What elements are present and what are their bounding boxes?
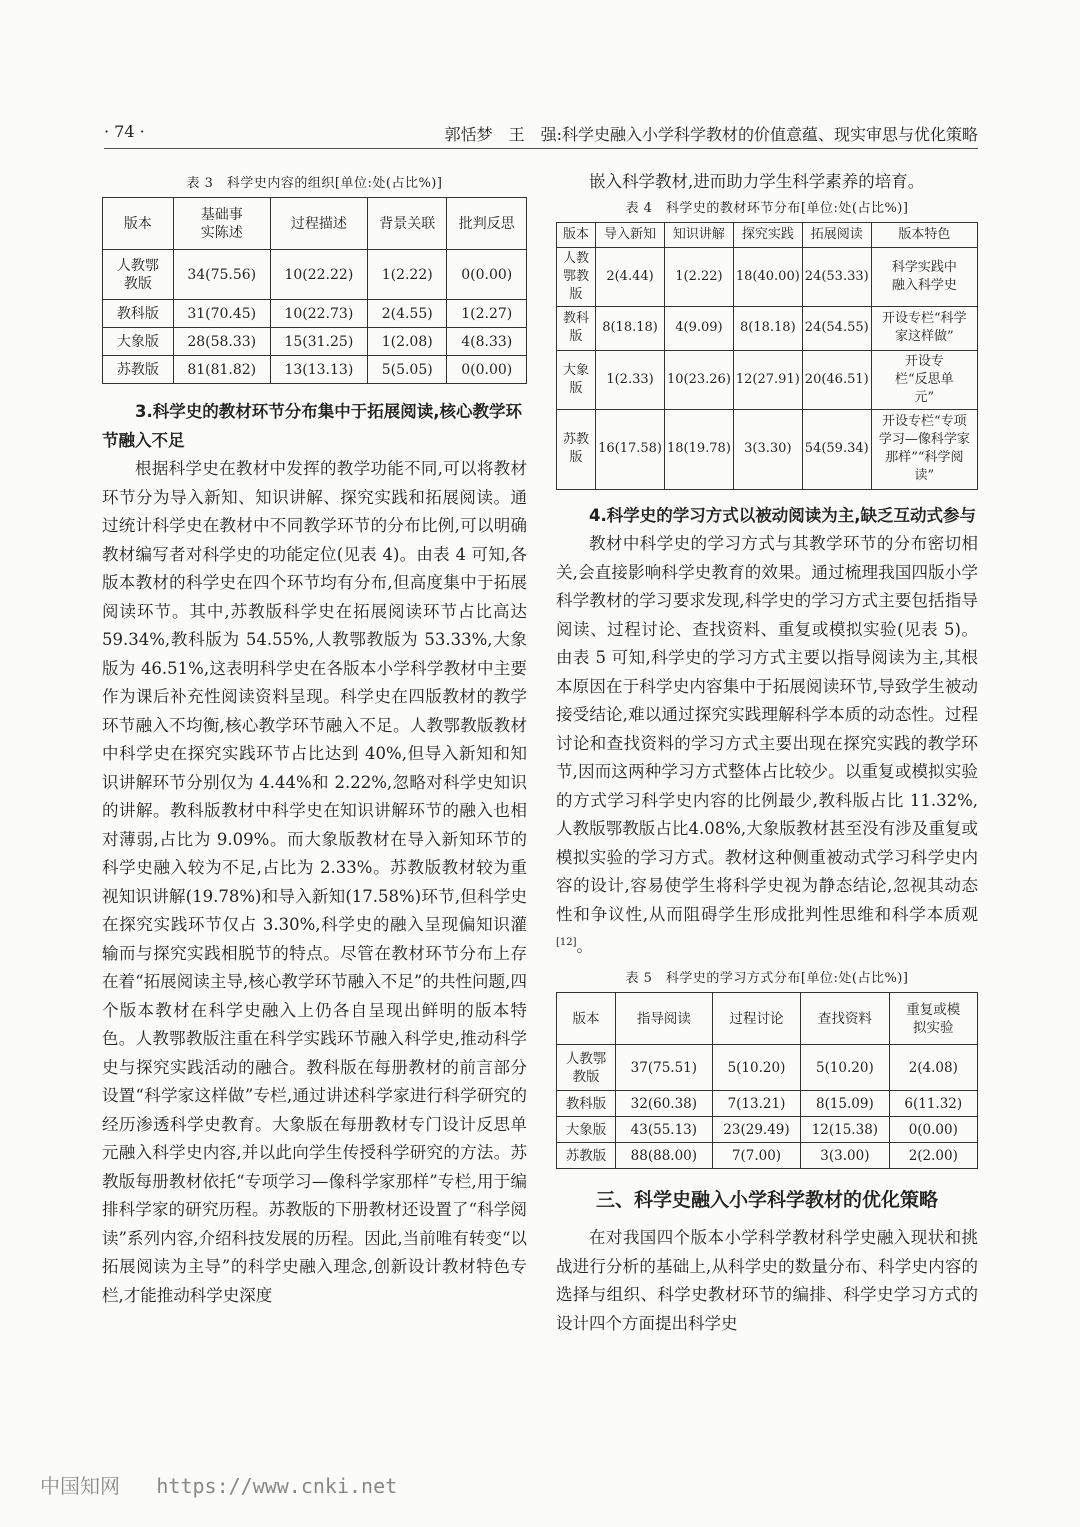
table3-cell: 10(22.73) <box>270 300 367 328</box>
table5-header-row <box>557 993 978 1045</box>
body-paragraph: 根据科学史在教材中发挥的教学功能不同,可以将教材环节分为导入新知、知识讲解、探究实践和拓展阅读。通过统计科学史在教材中不同教学环节的分布比例,可以明确教材编写者对科学史的功能定位(见表 4)。由表 4 可知,各版本教材的科学史在四个环节均有分布,但高度集中于拓展阅读环节。其中,苏教版科学史在拓展阅读环节占比高达59.34%,教科版为 54.55%,人教鄂教版为 53.33%,大象版为 46.51%,这表明科学史在各版本小学科学教材中主要作为课后补充性阅读资料呈现。科学史在四版教材的教学环节融入不均衡,核心教学环节融入不足。人教鄂教版教材中科学史在探究实践环节占比达到 40%,但导入新知和知识讲解环节分别仅为 4.44%和 2.22%,忽略对科学史知识的讲解。教科版教材中科学史在知识讲解环节的融入也相对薄弱,占比为 9.09%。而大象版教材在导入新知环节的科学史融入较为不足,占比为 2.33%。苏教版教材较为重视知识讲解(19.78%)和导入新知(17.58%)环节,但科学史在探究实践环节仅占 3.30%,科学史的融入呈现偏知识灌输而与探究实践相脱节的特点。尽管在教材环节分布上存在着“拓展阅读主导,核心教学环节融入不足”的共性问题,四个版本教材在科学史融入上仍各自呈现出鲜明的版本特色。人教鄂教版注重在科学实践环节融入科学史,推动科学史与探究实践活动的融合。教科版在每册教材的前言部分设置“科学家这样做”专栏,通过讲述科学家进行科学研究的经历渗透科学史教育。大象版在每册教材专门设计反思单元融入科学史内容,并以此向学生传授科学研究的方法。苏教版每册教材依托“专项学习—像科学家那样”专栏,用于编排科学家的研究历程。苏教版的下册教材还设置了“科学阅读”系列内容,介绍科技发展的历程。因此,当前唯有转变“以拓展阅读为主导”的科学史融入理念,创新设计教材特色专栏,才能推动科学史深度 <box>102 459 527 1305</box>
table3-cell: 0(0.00) <box>447 356 527 384</box>
paragraph-end: 。 <box>576 936 594 956</box>
table4-cell: 18(40.00) <box>733 247 802 306</box>
body-paragraph: 在对我国四个版本小学科学教材科学史融入现状和挑战进行分析的基础上,从科学史的数量分布、科学史内容的选择与组织、科学史教材环节的编排、科学史学习方式的设计四个方面提出科学史 <box>556 1228 978 1333</box>
table-row <box>557 409 978 489</box>
table5-cell: 37(75.51) <box>615 1045 712 1091</box>
table-row <box>557 1117 978 1143</box>
table5-cell: 6(11.32) <box>889 1091 977 1117</box>
table5-cell: 88(88.00) <box>615 1143 712 1169</box>
table4-cell: 24(54.55) <box>802 306 871 350</box>
section-heading-3: 3.科学史的教材环节分布集中于拓展阅读,核心教学环节融入不足 <box>102 402 523 450</box>
table3-cell: 2(4.55) <box>367 300 447 328</box>
paragraph-text: 教材中科学史的学习方式与其教学环节的分布密切相关,会直接影响科学史教育的效果。通过梳理我国四版小学科学教材的学习要求发现,科学史的学习方式主要包括指导阅读、过程讨论、查找资料、重复或模拟实验(见表 5)。由表 5 可知,科学史的学习方式主要以指导阅读为主,其根本原因在于科学史内容集中于拓展阅读环节,导致学生被动接受结论,难以通过探究实践理解科学本质的动态性。过程讨论和查找资料的学习方式主要出现在探究实践的教学环节,因而这两种学习方式整体占比较少。以重复或模拟实验的方式学习科学史内容的比例最少,教科版占比 11.32%,人教版鄂教版占比4.08%,大象版教材甚至没有涉及重复或模拟实验的学习方式。教材这种侧重被动式学习科学史内容的设计,容易使学生将科学史视为静态结论,忽视其动态性和争议性,从而阻碍学生形成批判性思维和科学本质观 <box>556 534 978 924</box>
table4-cell: 10(23.26) <box>664 350 733 409</box>
table4-caption: 表 4 科学史的教材环节分布[单位:处(占比%)] <box>625 200 909 216</box>
table5-cell: 大象版 <box>557 1117 616 1143</box>
table5-cell: 2(2.00) <box>889 1143 977 1169</box>
table3-cell: 5(5.05) <box>367 356 447 384</box>
table-row <box>557 1045 978 1091</box>
citation: [12] <box>556 937 577 948</box>
table4-cell: 12(27.91) <box>733 350 802 409</box>
table3-cell: 0(0.00) <box>447 250 527 300</box>
section-title-3: 三、科学史融入小学科学教材的优化策略 <box>595 1189 938 1211</box>
table3-cell: 大象版 <box>103 328 174 356</box>
table4-cell: 苏教版 <box>557 409 596 489</box>
table5-cell: 2(4.08) <box>889 1045 977 1091</box>
table4-header-cell: 探究实践 <box>733 222 802 247</box>
table3-header-row <box>103 198 527 250</box>
table5-cell: 32(60.38) <box>615 1091 712 1117</box>
table-row <box>103 300 527 328</box>
table5-cell: 5(10.20) <box>712 1045 800 1091</box>
table3-cell: 人教鄂教版 <box>103 250 174 300</box>
table5-cell: 23(29.49) <box>712 1117 800 1143</box>
table5-cell: 苏教版 <box>557 1143 616 1169</box>
table5-header-cell: 重复或模拟实验 <box>889 993 977 1045</box>
table4-cell: 54(59.34) <box>802 409 871 489</box>
table3-caption: 表 3 科学史内容的组织[单位:处(占比%)] <box>186 176 443 191</box>
table4-cell: 16(17.58) <box>596 409 665 489</box>
table5-caption: 表 5 科学史的学习方式分布[单位:处(占比%)] <box>625 971 909 986</box>
table4-cell: 开设专栏“反思单元” <box>871 350 977 409</box>
table-row <box>103 328 527 356</box>
table3-cell: 13(13.13) <box>270 356 367 384</box>
table-row <box>557 1091 978 1117</box>
table3-cell: 31(70.45) <box>173 300 270 328</box>
table5-cell: 7(7.00) <box>712 1143 800 1169</box>
table4-header-cell: 导入新知 <box>596 222 665 247</box>
table5-header-cell: 查找资料 <box>801 993 889 1045</box>
table-row <box>103 356 527 384</box>
table4-cell: 24(53.33) <box>802 247 871 306</box>
section-heading-4: 4.科学史的学习方式以被动阅读为主,缺乏互动式参与 <box>589 505 977 525</box>
table3-cell: 1(2.08) <box>367 328 447 356</box>
table5-cell: 教科版 <box>557 1091 616 1117</box>
table-row <box>557 350 978 409</box>
table-row <box>557 306 978 350</box>
table3-cell: 28(58.33) <box>173 328 270 356</box>
table4-cell: 8(18.18) <box>596 306 665 350</box>
page-header <box>104 118 978 148</box>
table5 <box>556 992 978 1169</box>
table4-header-cell: 知识讲解 <box>664 222 733 247</box>
table5-cell: 12(15.38) <box>801 1117 889 1143</box>
cnki-logo-text: 中国知网 <box>40 1474 120 1498</box>
table-row <box>103 250 527 300</box>
table4-cell: 1(2.33) <box>596 350 665 409</box>
table5-cell: 0(0.00) <box>889 1117 977 1143</box>
table3-header-cell: 批判反思 <box>447 198 527 250</box>
page-number: · 74 · <box>104 122 145 141</box>
table4-cell: 1(2.22) <box>664 247 733 306</box>
table3-cell: 1(2.27) <box>447 300 527 328</box>
table3-cell: 1(2.22) <box>367 250 447 300</box>
table3-cell: 15(31.25) <box>270 328 367 356</box>
table4-cell: 人教鄂教版 <box>557 247 596 306</box>
table5-header-cell: 指导阅读 <box>615 993 712 1045</box>
body-paragraph: 嵌入科学教材,进而助力学生科学素养的培育。 <box>589 172 925 191</box>
table4-header-row <box>557 222 978 247</box>
table4-header-cell: 版本 <box>557 222 596 247</box>
table4-cell: 20(46.51) <box>802 350 871 409</box>
table3-header-cell: 基础事实陈述 <box>173 198 270 250</box>
table4-cell: 8(18.18) <box>733 306 802 350</box>
table4-cell: 18(19.78) <box>664 409 733 489</box>
left-column <box>102 168 527 1310</box>
table3-cell: 34(75.56) <box>173 250 270 300</box>
table4-cell: 大象版 <box>557 350 596 409</box>
table3-cell: 教科版 <box>103 300 174 328</box>
table4-cell: 开设专栏“专项学习—像科学家那样”“科学阅读” <box>871 409 977 489</box>
table5-cell: 43(55.13) <box>615 1117 712 1143</box>
table3 <box>102 197 527 384</box>
table3-header-cell: 过程描述 <box>270 198 367 250</box>
table3-header-cell: 版本 <box>103 198 174 250</box>
table3-cell: 4(8.33) <box>447 328 527 356</box>
header-divider <box>104 148 978 149</box>
table4-cell: 3(3.30) <box>733 409 802 489</box>
table5-cell: 8(15.09) <box>801 1091 889 1117</box>
table5-cell: 7(13.21) <box>712 1091 800 1117</box>
table4-cell: 科学实践中融入科学史 <box>871 247 977 306</box>
table5-header-cell: 版本 <box>557 993 616 1045</box>
table4-cell: 4(9.09) <box>664 306 733 350</box>
table-row <box>557 1143 978 1169</box>
table5-header-cell: 过程讨论 <box>712 993 800 1045</box>
table4-header-cell: 版本特色 <box>871 222 977 247</box>
cnki-url: https://www.cnki.net <box>156 1474 398 1498</box>
table3-cell: 81(81.82) <box>173 356 270 384</box>
running-title: 郭恬梦 王 强:科学史融入小学科学教材的价值意蕴、现实审思与优化策略 <box>444 125 978 144</box>
watermark <box>40 1470 397 1499</box>
table4 <box>556 222 978 490</box>
table5-cell: 人教鄂教版 <box>557 1045 616 1091</box>
table4-header-cell: 拓展阅读 <box>802 222 871 247</box>
table3-cell: 苏教版 <box>103 356 174 384</box>
table3-header-cell: 背景关联 <box>367 198 447 250</box>
table5-cell: 3(3.00) <box>801 1143 889 1169</box>
right-column <box>556 168 978 1338</box>
table5-cell: 5(10.20) <box>801 1045 889 1091</box>
table4-cell: 开设专栏“科学家这样做” <box>871 306 977 350</box>
table4-cell: 2(4.44) <box>596 247 665 306</box>
table-row <box>557 247 978 306</box>
table4-cell: 教科版 <box>557 306 596 350</box>
body-paragraph <box>556 530 978 961</box>
table3-cell: 10(22.22) <box>270 250 367 300</box>
